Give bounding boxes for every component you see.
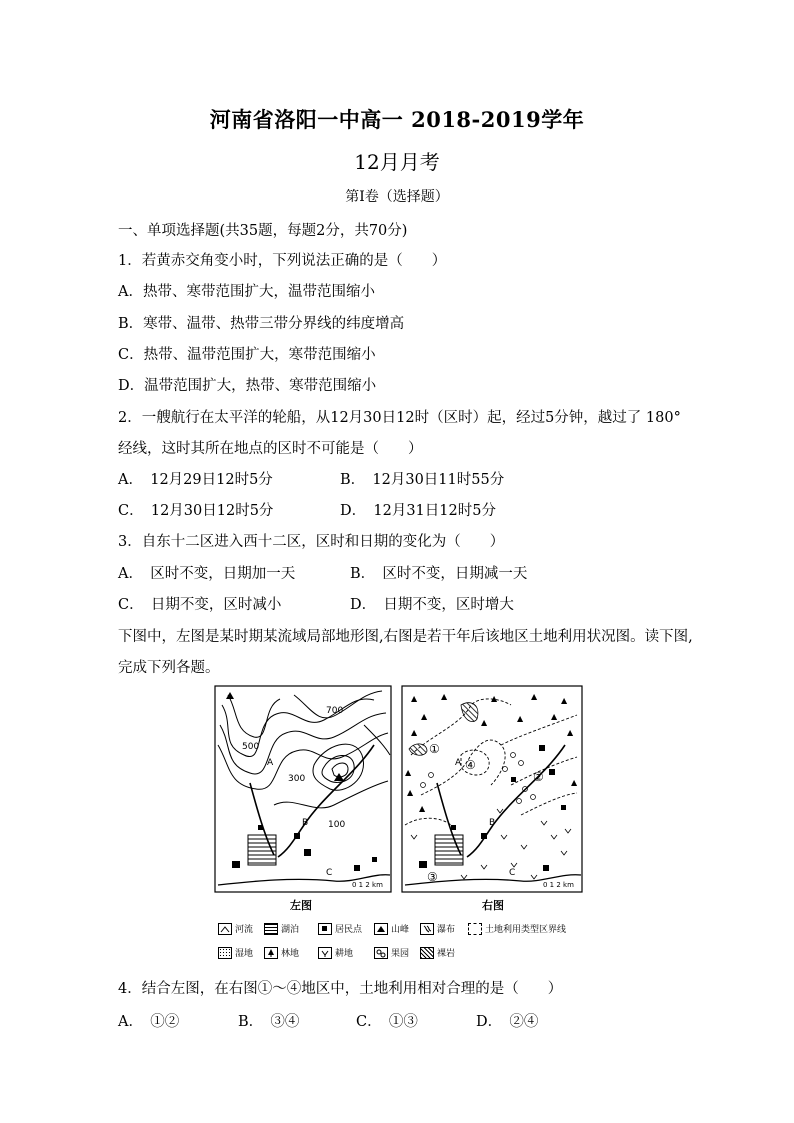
q4-option-c: C． ①③ <box>356 1014 418 1030</box>
q3-stem: 3．自东十二区进入西十二区，区时和日期的变化为（ ） <box>118 534 505 550</box>
left-map-caption: 左图 <box>290 899 312 912</box>
point-label-c: C <box>326 868 333 878</box>
svg-text:▲: ▲ <box>441 692 448 701</box>
settlement-icon <box>318 923 332 935</box>
svg-text:▲: ▲ <box>421 712 428 721</box>
page-subtitle: 12月月考 <box>354 150 440 174</box>
legend-boundary: 土地利用类型区界线 <box>468 922 566 935</box>
zone-label-2: ② <box>533 770 544 784</box>
left-terrain-map <box>214 685 392 893</box>
q2-stem-line1: 2．一艘航行在太平洋的轮船，从12月30日12时（区时）起，经过5分钟，越过了 180° <box>118 410 681 426</box>
right-point-label-c: C <box>509 868 516 878</box>
q4-option-d: D． ②④ <box>476 1014 539 1030</box>
lake-icon <box>264 923 278 935</box>
zone-label-4: ④ <box>465 758 476 772</box>
q1-option-b: B．寒带、温带、热带三带分界线的纬度增高 <box>118 316 405 332</box>
point-label-b: B <box>302 818 309 828</box>
q4-option-a: A． ①② <box>118 1014 180 1030</box>
svg-text:▲: ▲ <box>411 694 418 703</box>
q3-option-a: A． 区时不变，日期加一天 <box>118 566 296 582</box>
forest-icon <box>264 947 278 959</box>
right-point-label-b: B <box>489 818 496 828</box>
boundary-icon <box>468 923 482 935</box>
q2-option-a: A． 12月29日12时5分 <box>118 472 273 488</box>
zone-label-3: ③ <box>427 870 438 884</box>
q4-option-b: B． ③④ <box>238 1014 300 1030</box>
contour-label-300: 300 <box>288 774 306 784</box>
farmland-icon <box>318 947 332 959</box>
legend-waterfall: 瀑布 <box>420 922 455 935</box>
scale-bar: 0 1 2 km <box>352 881 383 889</box>
legend-wetland: 湿地 <box>218 946 253 959</box>
svg-text:▲: ▲ <box>491 694 498 703</box>
peak-icon <box>374 923 388 935</box>
legend-orchard: 果园 <box>374 946 409 959</box>
q2-option-d: D． 12月31日12时5分 <box>340 503 496 519</box>
bare-rock-icon <box>420 947 434 959</box>
svg-text:▲: ▲ <box>561 696 568 705</box>
legend-bare-rock: 裸岩 <box>420 946 455 959</box>
contour-label-100: 100 <box>328 820 346 830</box>
right-map-caption: 右图 <box>482 899 504 912</box>
q1-option-c: C．热带、温带范围扩大，寒带范围缩小 <box>118 347 376 363</box>
waterfall-icon <box>420 923 434 935</box>
legend-settlement: 居民点 <box>318 922 362 935</box>
svg-text:▲: ▲ <box>419 804 426 813</box>
contour-label-500: 500 <box>242 742 260 752</box>
q4-stem: 4．结合左图，在右图①～④地区中，土地利用相对合理的是（ ） <box>118 981 563 997</box>
q3-option-c: C． 日期不变，区时减小 <box>118 597 282 613</box>
wetland-icon <box>218 947 232 959</box>
point-label-a: A <box>267 758 274 768</box>
q1-option-d: D．温带范围扩大，热带、寒带范围缩小 <box>118 378 377 394</box>
svg-text:▲: ▲ <box>405 768 412 777</box>
figure-intro-line2: 完成下列各题。 <box>118 660 220 676</box>
q3-option-d: D． 日期不变，区时增大 <box>350 597 514 613</box>
orchard-icon <box>374 947 388 959</box>
zone-label-1: ① <box>429 742 440 756</box>
right-landuse-map <box>401 685 583 893</box>
right-point-label-a: A <box>455 758 462 768</box>
section-heading: 一、单项选择题(共35题，每题2分，共70分) <box>118 223 408 239</box>
q2-option-c: C． 12月30日12时5分 <box>118 503 274 519</box>
right-scale-bar: 0 1 2 km <box>543 881 574 889</box>
q3-option-b: B． 区时不变，日期减一天 <box>350 566 528 582</box>
contour-label-700: 700 <box>326 706 344 716</box>
page-title: 河南省洛阳一中高一 2018-2019学年 <box>209 107 585 132</box>
svg-text:▲: ▲ <box>551 712 558 721</box>
legend-lake: 湖泊 <box>264 922 299 935</box>
figure-intro-line1: 下图中，左图是某时期某流域局部地形图,右图是若干年后该地区土地利用状况图。读下图, <box>118 629 693 645</box>
q2-option-b: B． 12月30日11时55分 <box>340 472 505 488</box>
svg-text:▲: ▲ <box>517 714 524 723</box>
svg-text:▲: ▲ <box>411 728 418 737</box>
svg-text:▲: ▲ <box>571 778 578 787</box>
legend-farmland: 耕地 <box>318 946 353 959</box>
volume-heading: 第I卷（选择题） <box>345 189 449 205</box>
q2-stem-line2: 经线，这时其所在地点的区时不可能是（ ） <box>118 441 423 457</box>
legend-peak: 山峰 <box>374 922 409 935</box>
svg-text:▲: ▲ <box>481 718 488 727</box>
legend-river: 河流 <box>218 922 253 935</box>
svg-text:▲: ▲ <box>531 692 538 701</box>
svg-text:▲: ▲ <box>567 728 574 737</box>
legend-forest: 林地 <box>264 946 299 959</box>
q1-option-a: A．热带、寒带范围扩大，温带范围缩小 <box>118 284 375 300</box>
svg-text:▲: ▲ <box>407 788 414 797</box>
q1-stem: 1．若黄赤交角变小时，下列说法正确的是（ ） <box>118 253 447 269</box>
river-icon <box>218 923 232 935</box>
